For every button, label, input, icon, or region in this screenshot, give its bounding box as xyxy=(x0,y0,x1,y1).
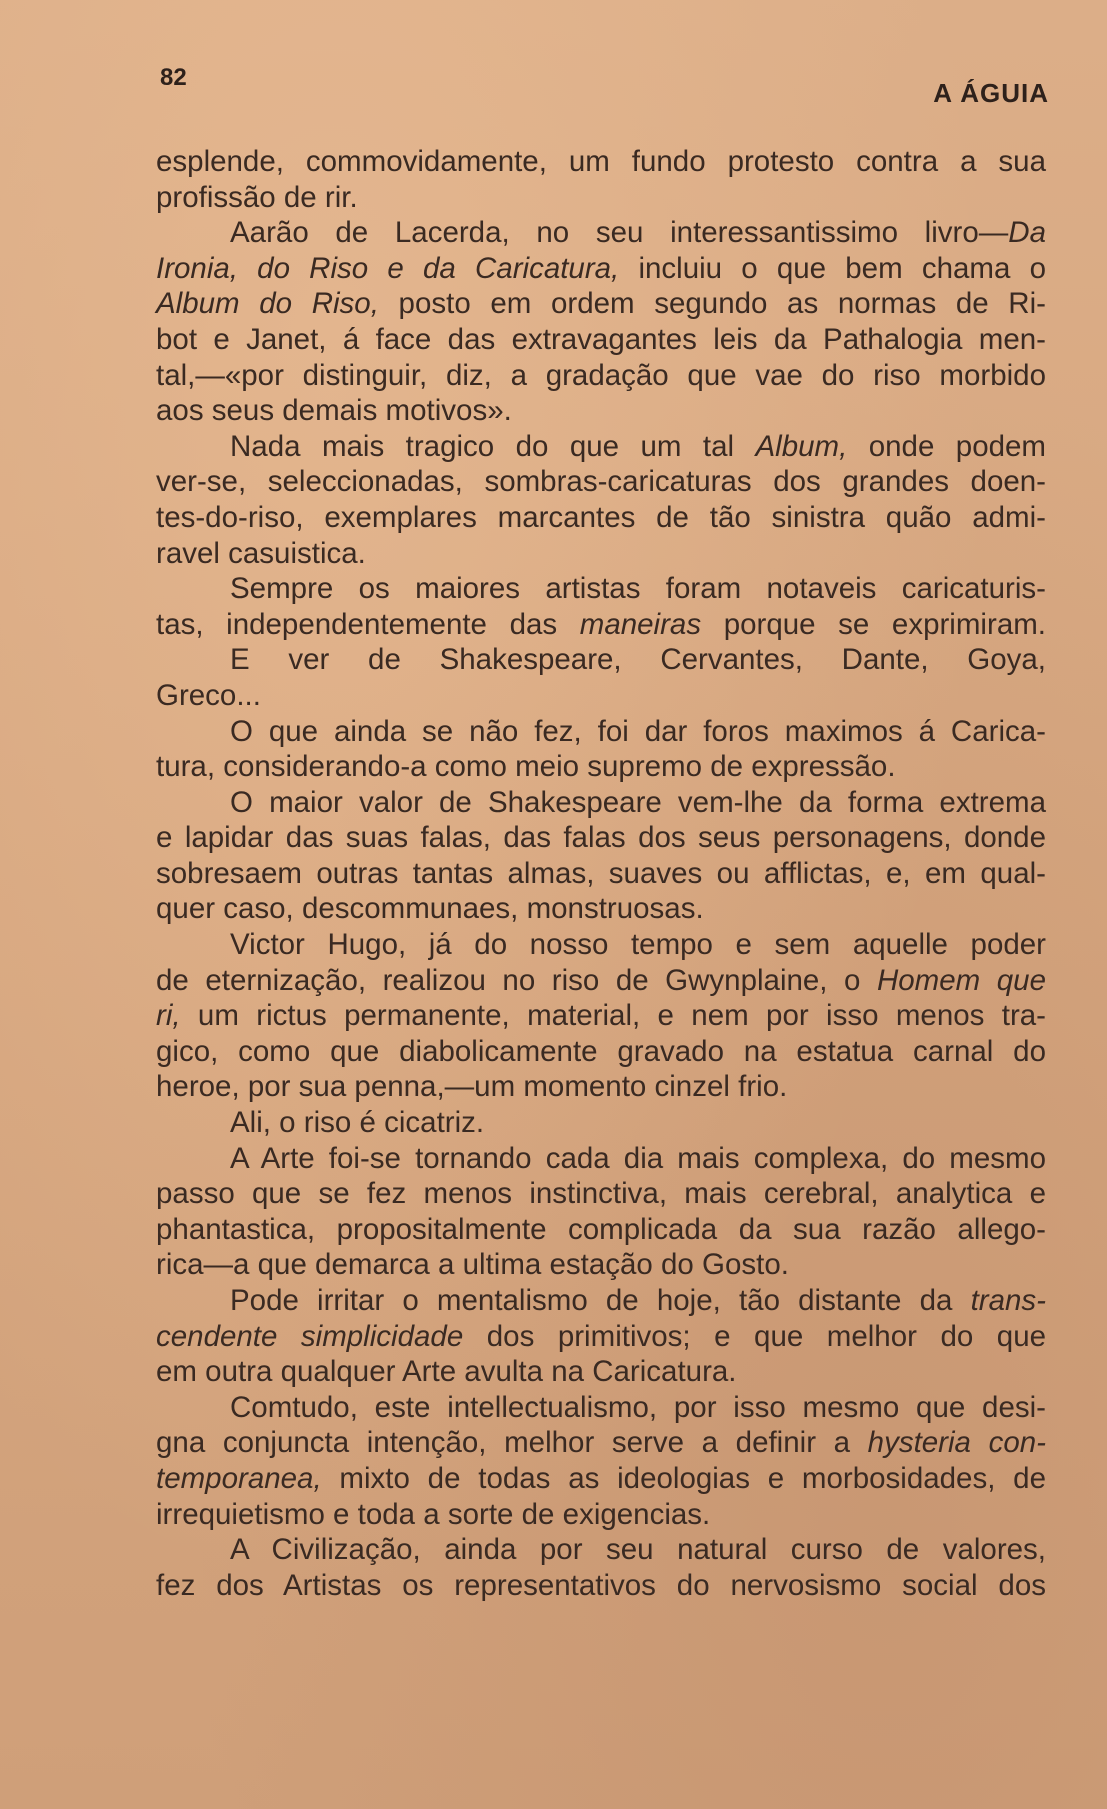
text-line xyxy=(156,429,1046,465)
text-line xyxy=(156,286,1046,322)
text-run: gna conjuncta intenção, melhor serve a definir a xyxy=(156,1426,868,1460)
text-run: um rictus permanente, material, e nem por isso menos tra- xyxy=(180,999,1046,1033)
text-run: porque se exprimiram. xyxy=(701,607,1046,641)
text-run: aos seus demais motivos». xyxy=(156,394,512,428)
text-line xyxy=(156,1425,1046,1461)
text-run: tura, considerando-a como meio supremo de expressão. xyxy=(156,750,896,784)
text-line xyxy=(156,1105,1046,1141)
text-line xyxy=(156,1354,1046,1390)
text-run: tas, independentemente das xyxy=(156,607,580,641)
text-run: onde podem xyxy=(847,429,1046,463)
text-run: Nada mais tragico do que um tal xyxy=(230,429,756,463)
text-run: passo que se fez menos instinctiva, mais cerebral, analytica e xyxy=(156,1177,1046,1211)
italic-text: Da xyxy=(1008,216,1046,250)
text-line xyxy=(156,998,1046,1034)
text-run: E ver de Shakespeare, Cervantes, Dante, Goya, xyxy=(230,643,1046,677)
italic-text: maneiras xyxy=(579,607,702,641)
text-line xyxy=(156,820,1046,856)
text-line xyxy=(156,571,1046,607)
text-line xyxy=(156,1247,1046,1283)
text-run: Sempre os maiores artistas foram notaveis caricaturis- xyxy=(230,572,1046,606)
text-run: dos primitivos; e que melhor do que xyxy=(463,1319,1047,1353)
text-run: O que ainda se não fez, foi dar foros maximos á Carica- xyxy=(230,714,1046,748)
text-line xyxy=(156,785,1046,821)
text-line xyxy=(156,963,1046,999)
italic-text: trans- xyxy=(970,1284,1046,1317)
text-line xyxy=(156,607,1046,643)
text-run: irrequietismo e toda a sorte de exigencias. xyxy=(156,1497,711,1531)
text-run: profissão de rir. xyxy=(156,180,358,214)
text-run: A Arte foi-se tornando cada dia mais complexa, do mesmo xyxy=(230,1141,1046,1175)
text-run: Pode irritar o mentalismo de hoje, tão distante da xyxy=(230,1284,971,1317)
text-line xyxy=(156,1212,1046,1248)
text-run: esplende, commovidamente, um fundo protesto contra a sua xyxy=(156,145,1046,178)
text-run: e lapidar das suas falas, das falas dos seus personagens, donde xyxy=(156,821,1046,855)
text-run: O maior valor de Shakespeare vem-lhe da forma extrema xyxy=(230,785,1046,819)
text-run: tal,—«por distinguir, diz, a gradação que vae do riso morbido xyxy=(156,358,1046,392)
text-line xyxy=(156,1283,1046,1319)
text-run: A Civilização, ainda por seu natural curso de valores, xyxy=(230,1533,1046,1567)
text-run: phantastica, propositalmente complicada da sua razão allego- xyxy=(156,1212,1046,1246)
text-run: tes-do-riso, exemplares marcantes de tão sinistra quão admi- xyxy=(156,500,1046,534)
italic-text: hysteria con- xyxy=(867,1426,1046,1460)
text-line xyxy=(156,1461,1046,1497)
text-line xyxy=(156,1069,1046,1105)
text-line xyxy=(156,749,1046,785)
text-run: posto em ordem segundo as normas de Ri- xyxy=(378,287,1046,321)
text-line xyxy=(156,536,1046,572)
text-line xyxy=(156,1034,1046,1070)
text-line xyxy=(156,1568,1046,1604)
italic-text: temporanea, xyxy=(156,1461,322,1495)
text-run: Greco... xyxy=(156,678,261,712)
text-line xyxy=(156,927,1046,963)
text-line xyxy=(156,144,1046,180)
text-run: de eternização, realizou no riso de Gwynplaine, o xyxy=(156,963,877,997)
text-run: incluiu o que bem chama o xyxy=(619,251,1046,285)
text-line xyxy=(156,251,1046,287)
text-line xyxy=(156,393,1046,429)
text-run: fez dos Artistas os representativos do nervosismo social dos xyxy=(156,1568,1046,1602)
text-line xyxy=(156,1497,1046,1533)
text-run: ravel casuistica. xyxy=(156,536,366,570)
italic-text: Album do Riso, xyxy=(156,287,379,321)
italic-text: Album, xyxy=(755,429,848,463)
text-run: Ali, o riso é cicatriz. xyxy=(230,1106,485,1140)
italic-text: ri, xyxy=(156,999,181,1033)
text-line xyxy=(156,500,1046,536)
text-line xyxy=(156,180,1046,216)
text-run: ver-se, seleccionadas, sombras-caricaturas dos grandes doen- xyxy=(156,465,1046,499)
text-run: sobresaem outras tantas almas, suaves ou afflictas, e, em qual- xyxy=(156,856,1046,890)
text-line xyxy=(156,358,1046,394)
text-line xyxy=(156,1390,1046,1426)
text-run: Comtudo, este intellectualismo, por isso mesmo que desi- xyxy=(230,1390,1046,1424)
body-text xyxy=(156,144,1046,1603)
page-header xyxy=(160,58,1049,108)
text-line xyxy=(156,1176,1046,1212)
text-line xyxy=(156,1141,1046,1177)
text-run: quer caso, descommunaes, monstruosas. xyxy=(156,892,704,926)
text-run: Victor Hugo, já do nosso tempo e sem aquelle poder xyxy=(230,928,1046,962)
running-title: A ÁGUIA xyxy=(933,78,1049,108)
text-line xyxy=(156,464,1046,500)
text-run: mixto de todas as ideologias e morbosidades, de xyxy=(321,1461,1046,1495)
text-line xyxy=(156,891,1046,927)
text-line xyxy=(156,215,1046,251)
text-run: bot e Janet, á face das extravagantes leis da Pathalogia men- xyxy=(156,322,1046,356)
page-number: 82 xyxy=(160,64,187,91)
text-run: em outra qualquer Arte avulta na Caricatura. xyxy=(156,1355,737,1389)
text-line xyxy=(156,1319,1046,1355)
text-run: gico, como que diabolicamente gravado na estatua carnal do xyxy=(156,1034,1046,1068)
text-run: Aarão de Lacerda, no seu interessantissimo livro— xyxy=(230,216,1009,250)
italic-text: Homem que xyxy=(876,963,1046,997)
text-line xyxy=(156,322,1046,358)
text-line xyxy=(156,678,1046,714)
text-line xyxy=(156,1532,1046,1568)
text-line xyxy=(156,714,1046,750)
italic-text: Ironia, do Riso e da Caricatura, xyxy=(156,251,620,285)
text-line xyxy=(156,856,1046,892)
text-run: heroe, por sua penna,—um momento cinzel frio. xyxy=(156,1070,788,1104)
italic-text: cendente simplicidade xyxy=(156,1319,464,1353)
text-run: rica—a que demarca a ultima estação do Gosto. xyxy=(156,1248,789,1282)
text-line xyxy=(156,642,1046,678)
